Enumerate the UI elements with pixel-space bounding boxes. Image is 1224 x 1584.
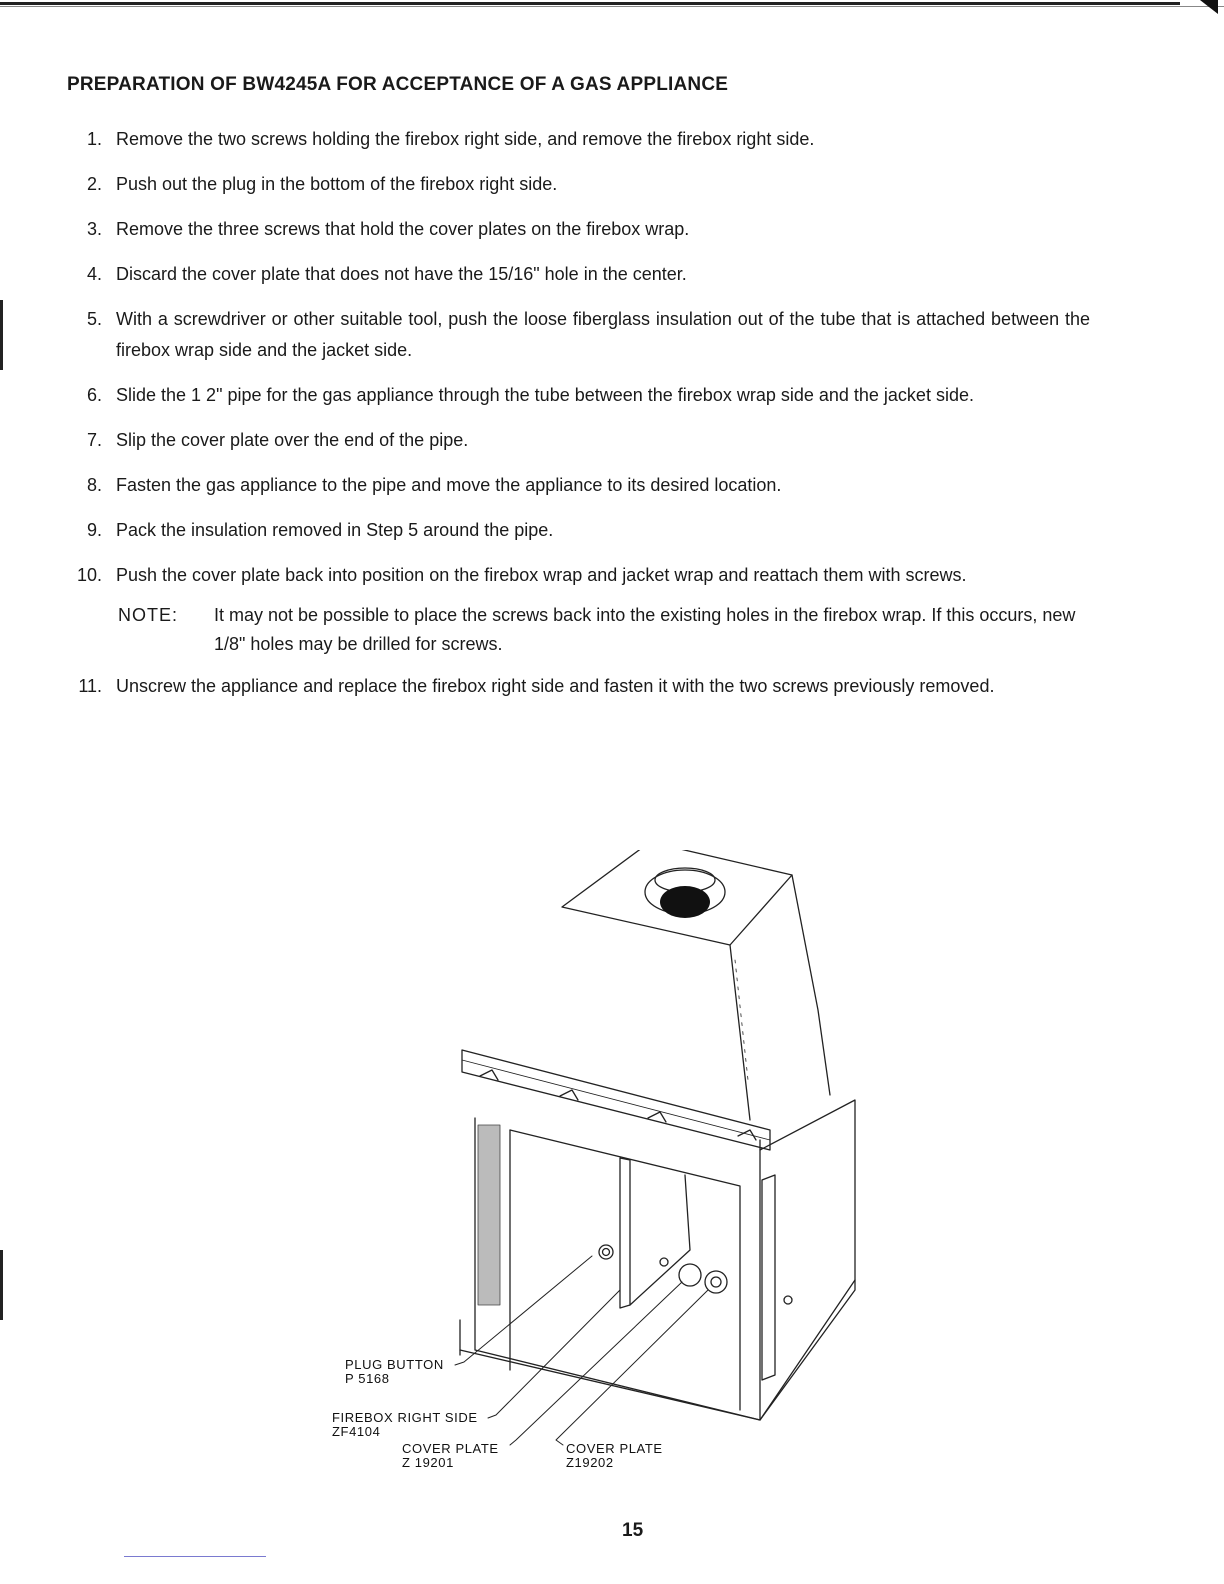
front-frame (475, 1118, 760, 1420)
rail-bracket (648, 1112, 666, 1122)
step-number: 6. (86, 385, 102, 405)
fireplace-line-drawing (330, 850, 890, 1490)
label-plug-button-part: P 5168 (345, 1371, 390, 1386)
top-rule (0, 2, 1180, 5)
screw-hole (660, 1258, 668, 1266)
firebox-divider (620, 1158, 630, 1308)
list-item (60, 259, 1090, 290)
hood-seam (735, 960, 748, 1080)
list-item (60, 671, 1090, 702)
rail-bracket (738, 1130, 756, 1140)
step-text: Unscrew the appliance and replace the firebox right side and fasten it with the two screws previously removed. (116, 676, 995, 696)
step-text: Fasten the gas appliance to the pipe and move the appliance to its desired location. (116, 475, 782, 495)
instruction-list (60, 124, 1090, 716)
fireplace-diagram (330, 850, 890, 1490)
list-item (60, 214, 1090, 245)
label-firebox-right-side-part: ZF4104 (332, 1424, 381, 1439)
step-text: Pack the insulation removed in Step 5 around the pipe. (116, 520, 554, 540)
cover-plate-2-hole (711, 1277, 721, 1287)
step-number: 3. (86, 219, 102, 239)
step-text: Slip the cover plate over the end of the pipe. (116, 430, 469, 450)
note-text: It may not be possible to place the screws back into the existing holes in the firebox wrap. If this occurs, new 1/8" holes may be drilled for screws. (214, 605, 1076, 654)
left-edge-mark (0, 300, 3, 370)
leader-firebox-right-side (488, 1290, 620, 1418)
step-number: 4. (86, 264, 102, 284)
list-item (60, 515, 1090, 546)
plug-button-shape (599, 1245, 613, 1259)
label-cover-plate-1-part: Z 19201 (402, 1455, 454, 1470)
corner-mark (1200, 0, 1218, 14)
hearth-base (460, 1280, 855, 1420)
label-firebox-right-side: FIREBOX RIGHT SIDE (332, 1410, 478, 1425)
frame-opening-edge (510, 1130, 740, 1410)
step-number: 1. (86, 129, 102, 149)
step-number: 9. (86, 520, 102, 540)
cover-plate-1-shape (679, 1264, 701, 1286)
step-text: Discard the cover plate that does not have the 15/16" hole in the center. (116, 264, 687, 284)
note (118, 601, 1090, 659)
leader-cover-plate-2 (556, 1290, 708, 1445)
left-edge-mark (0, 1250, 3, 1320)
page-title: PREPARATION OF BW4245A FOR ACCEPTANCE OF A GAS APPLIANCE (67, 74, 729, 95)
top-rule-thin (0, 6, 1224, 7)
plug-button-center (603, 1249, 610, 1256)
step-text: With a screwdriver or other suitable tool, push the loose fiberglass insulation out of the tube that is attached between the firebox wrap side and the jacket side. (116, 309, 1090, 360)
step-number: 5. (86, 309, 102, 329)
label-cover-plate-1: COVER PLATE (402, 1441, 499, 1456)
step-number: 10. (76, 565, 102, 585)
screw-hole (784, 1296, 792, 1304)
hood-right-edge (792, 875, 830, 1095)
hood-left-edge (730, 945, 750, 1120)
jacket-right-side (760, 1100, 855, 1420)
step-text: Remove the three screws that hold the cover plates on the firebox wrap. (116, 219, 690, 239)
step-text: Push out the plug in the bottom of the firebox right side. (116, 174, 558, 194)
step-number: 2. (86, 174, 102, 194)
list-item (60, 304, 1090, 366)
label-cover-plate-2-part: Z19202 (566, 1455, 614, 1470)
step-number: 7. (86, 430, 102, 450)
firebox-right-side (630, 1175, 690, 1305)
list-item (60, 470, 1090, 501)
step-text: Slide the 1 2" pipe for the gas appliance through the tube between the firebox wrap side and the jacket side. (116, 385, 974, 405)
label-plug-button: PLUG BUTTON (345, 1357, 444, 1372)
list-item (60, 425, 1090, 456)
step-number: 11. (78, 676, 102, 696)
top-frame-rail-edge (462, 1060, 770, 1140)
step-text: Remove the two screws holding the firebox right side, and remove the firebox right side. (116, 129, 815, 149)
flue-opening (660, 886, 710, 918)
step-text: Push the cover plate back into position on the firebox wrap and jacket wrap and reattach them with screws. (116, 565, 967, 585)
list-item (60, 124, 1090, 155)
side-trim (762, 1175, 775, 1380)
note-label: NOTE: (118, 605, 179, 625)
bottom-rule (124, 1556, 266, 1557)
leader-cover-plate-1 (510, 1282, 682, 1445)
list-item (60, 380, 1090, 411)
label-cover-plate-2: COVER PLATE (566, 1441, 663, 1456)
mesh-screen (478, 1125, 500, 1305)
list-item (60, 169, 1090, 200)
list-item (60, 560, 1090, 591)
step-number: 8. (86, 475, 102, 495)
page-number: 15 (622, 1520, 644, 1541)
